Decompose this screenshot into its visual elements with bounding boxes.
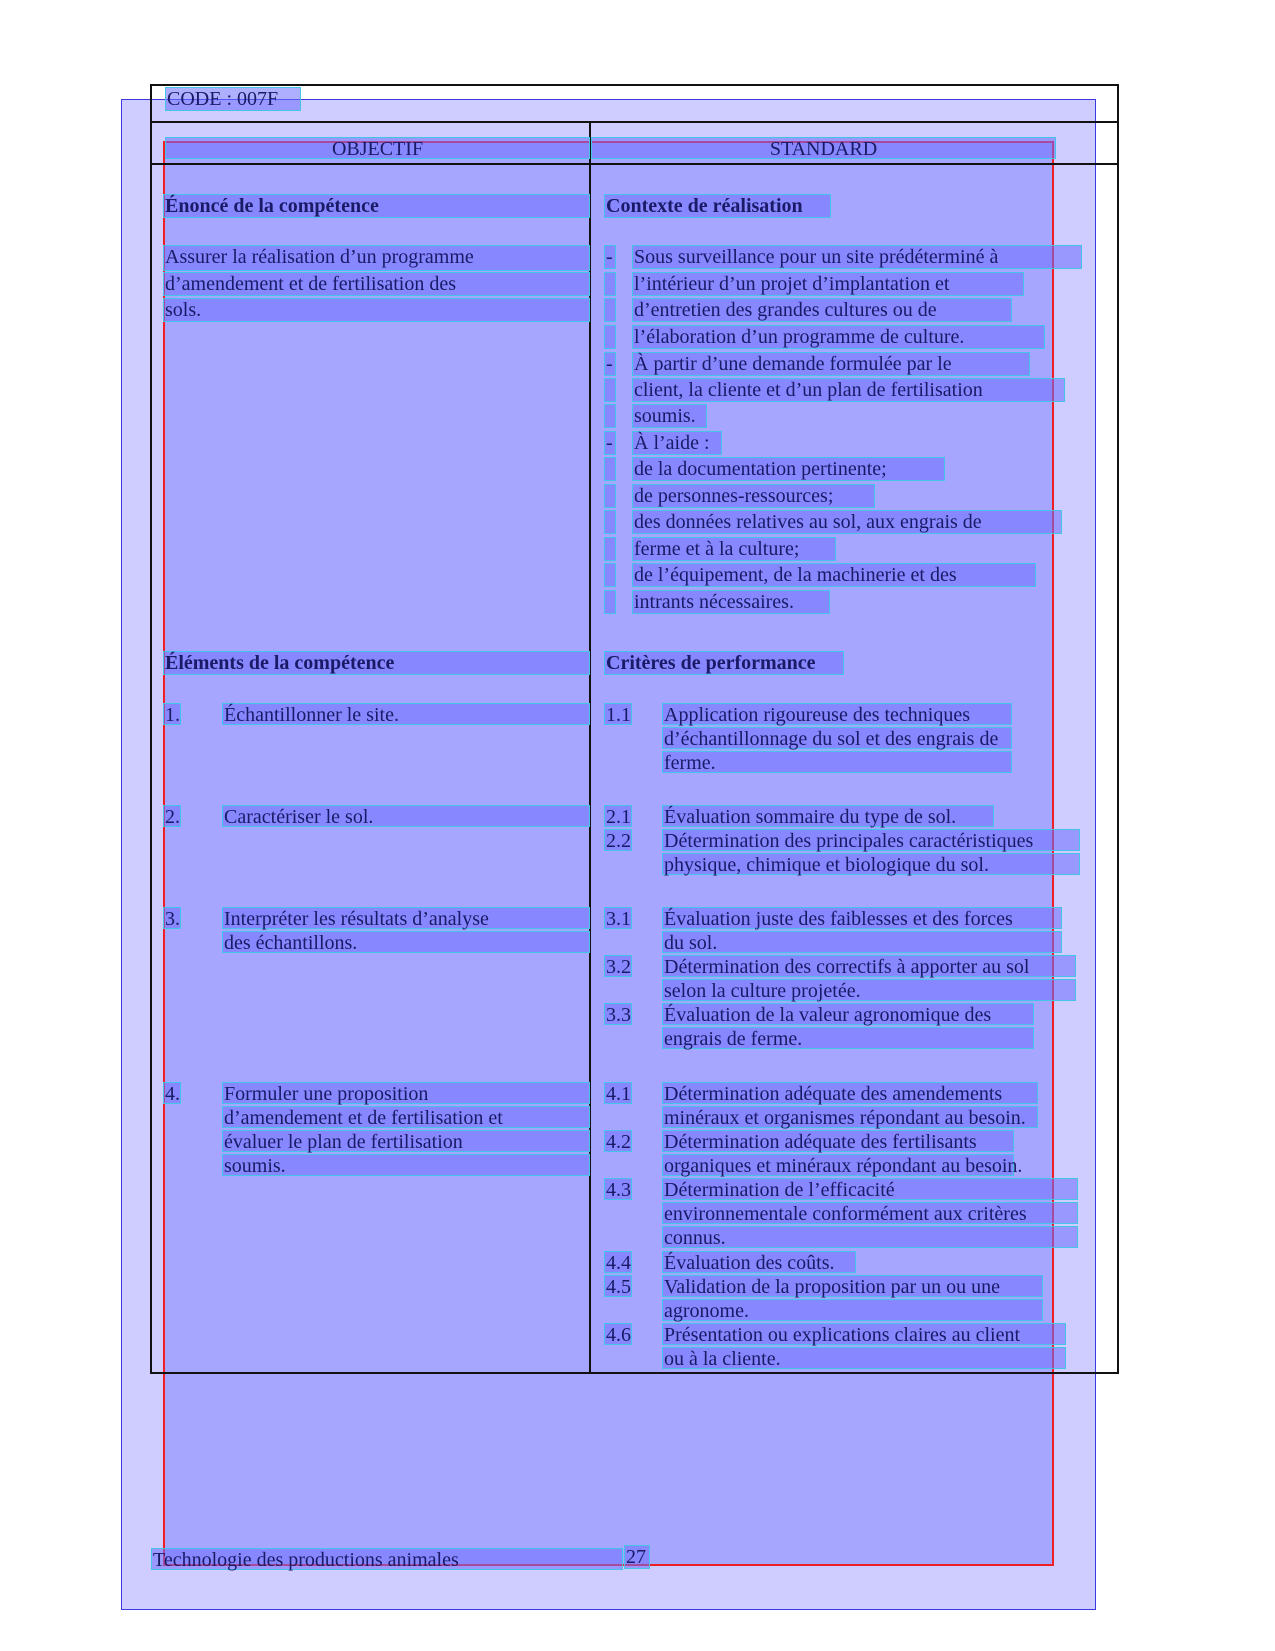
column-header-standard: STANDARD [591,137,1056,159]
critere-line: physique, chimique et biologique du sol. [662,853,1080,875]
table-divider-header [150,163,1119,165]
contexte-bullet [604,590,616,614]
contexte-line: de l’équipement, de la machinerie et des [632,563,1036,587]
table-divider-top [150,121,1119,123]
contexte-bullet: - [604,431,616,455]
critere-number: 4.2 [606,1131,631,1153]
contexte-bullet [604,510,616,534]
element-line: Échantillonner le site. [222,703,590,725]
enonce-line: Assurer la réalisation d’un programme [163,245,590,271]
contexte-line: d’entretien des grandes cultures ou de [632,298,1012,322]
footer-page-number: 27 [624,1545,650,1569]
contexte-bullet: - [604,352,616,376]
critere-line: Application rigoureuse des techniques [662,703,1012,725]
contexte-bullet [604,404,616,428]
criteres-heading: Critères de performance [604,651,844,675]
element-line: soumis. [222,1154,590,1176]
contexte-bullet [604,457,616,481]
enonce-line: sols. [163,298,590,322]
element-line: évaluer le plan de fertilisation [222,1130,590,1152]
code-label: CODE : 007F [165,87,301,111]
footer-title: Technologie des productions animales [151,1548,623,1570]
enonce-line: d’amendement et de fertilisation des [163,272,590,296]
contexte-heading: Contexte de réalisation [604,194,831,218]
critere-line: Validation de la proposition par un ou une [662,1275,1043,1297]
contexte-bullet [604,537,616,561]
contexte-bullet: - [604,245,616,269]
element-line: Caractériser le sol. [222,805,590,827]
contexte-line: Sous surveillance pour un site prédéterminé à [632,245,1082,269]
contexte-bullet [604,298,616,322]
contexte-bullet [604,563,616,587]
contexte-bullet [604,378,616,402]
critere-number: 4.3 [606,1179,631,1201]
critere-line: Évaluation juste des faiblesses et des forces [662,907,1062,929]
element-number: 1. [165,704,180,726]
critere-number: 3.3 [606,1004,631,1026]
critere-line: d’échantillonnage du sol et des engrais de [662,727,1012,749]
element-line: des échantillons. [222,931,590,953]
element-line: Formuler une proposition [222,1082,590,1104]
critere-line: Évaluation de la valeur agronomique des [662,1003,1034,1025]
critere-number: 3.1 [606,908,631,930]
critere-number: 4.4 [606,1252,631,1274]
contexte-bullet [604,272,616,296]
critere-number: 3.2 [606,956,631,978]
critere-number: 1.1 [606,704,631,726]
critere-line: Détermination adéquate des fertilisants [662,1130,1014,1152]
critere-number: 2.2 [606,830,631,852]
critere-number: 4.5 [606,1276,631,1298]
critere-line: Détermination des correctifs à apporter au sol [662,955,1076,977]
contexte-line: client, la cliente et d’un plan de fertilisation [632,378,1065,402]
contexte-line: À l’aide : [632,431,722,455]
critere-line: connus. [662,1226,1078,1248]
critere-line: Présentation ou explications claires au client [662,1323,1066,1345]
contexte-line: des données relatives au sol, aux engrais de [632,510,1062,534]
critere-line: Évaluation des coûts. [662,1251,856,1273]
element-line: d’amendement et de fertilisation et [222,1106,590,1128]
critere-line: engrais de ferme. [662,1027,1034,1049]
critere-line: Détermination adéquate des amendements [662,1082,1038,1104]
contexte-line: de personnes-ressources; [632,484,875,508]
critere-line: Détermination des principales caractéristiques [662,829,1080,851]
critere-line: Évaluation sommaire du type de sol. [662,805,994,827]
critere-line: organiques et minéraux répondant au besoin. [664,1155,1023,1177]
critere-line: Détermination de l’efficacité [662,1178,1078,1200]
critere-number: 2.1 [606,806,631,828]
contexte-line: de la documentation pertinente; [632,457,945,481]
element-number: 4. [165,1083,180,1105]
critere-number: 4.6 [606,1324,631,1346]
contexte-bullet [604,325,616,349]
contexte-line: À partir d’une demande formulée par le [632,352,1030,376]
critere-line: agronome. [662,1299,1043,1321]
contexte-line: intrants nécessaires. [632,590,830,614]
enonce-heading: Énoncé de la compétence [163,194,590,218]
critere-line: ou à la cliente. [662,1347,1066,1369]
element-line: Interpréter les résultats d’analyse [222,907,590,929]
element-number: 2. [165,806,180,828]
critere-number: 4.1 [606,1083,631,1105]
element-number: 3. [165,908,180,930]
contexte-line: l’intérieur d’un projet d’implantation et [632,272,1024,296]
contexte-bullet [604,484,616,508]
elements-heading: Éléments de la compétence [163,651,590,675]
critere-line: environnementale conformément aux critères [662,1202,1078,1224]
critere-line: ferme. [662,751,1012,773]
critere-line: selon la culture projetée. [662,979,1076,1001]
column-header-objectif: OBJECTIF [165,137,590,159]
contexte-line: l’élaboration d’un programme de culture. [632,325,1045,349]
critere-line: minéraux et organismes répondant au besoin. [662,1106,1038,1128]
contexte-line: soumis. [632,404,707,428]
contexte-line: ferme et à la culture; [632,537,836,561]
critere-line: du sol. [662,931,1062,953]
